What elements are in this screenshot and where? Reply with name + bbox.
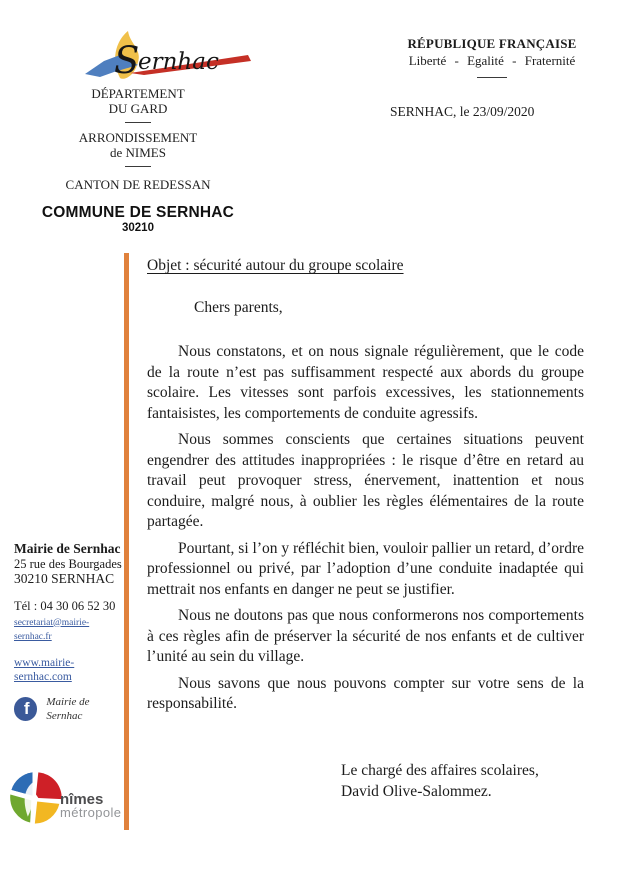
divider: [125, 122, 151, 123]
salutation: Chers parents,: [194, 299, 283, 316]
signature-name: David Olive-Salommez.: [341, 782, 492, 800]
nimes-metropole-icon: [8, 770, 64, 826]
nimes-subname: métropole: [60, 805, 122, 820]
paragraph-2: Nous sommes conscients que certaines situations peuvent engendrer des attitudes inappropriées : le risque d’être en retard au travail peut provoquer stress, énervement, inattention et nous conduire, malgré nous, à oublier les règles élémentaires de la route partagée.: [147, 431, 584, 530]
divider: [125, 166, 151, 167]
address-line2: 30210 SERNHAC: [14, 570, 115, 586]
signature-title: Le chargé des affaires scolaires,: [341, 762, 539, 779]
letter-body: [147, 257, 584, 721]
header-left-block: [33, 86, 243, 236]
arrondissement-line2: de NIMES: [110, 145, 166, 160]
devise-line: Liberté - Egalité - Fraternité: [408, 53, 576, 68]
postal-code: 30210: [122, 222, 154, 234]
phone-number: Tél : 04 30 06 52 30: [14, 599, 116, 613]
svg-text:ernhac: ernhac: [138, 49, 219, 75]
nimes-name: nîmes: [60, 791, 104, 808]
facebook-icon[interactable]: f: [14, 697, 37, 721]
republique-line: RÉPUBLIQUE FRANÇAISE: [407, 36, 577, 51]
facebook-page-label: Mairie de Sernhac: [46, 695, 90, 722]
date-line: SERNHAC, le 23/09/2020: [390, 104, 535, 119]
website-link[interactable]: www.mairie-sernhac.com: [14, 656, 75, 683]
paragraph-1: Nous constatons, et on nous signale régulièrement, que le code de la route n’est pas suffisamment respecté aux abords du groupe scolaire. Les vitesses sont parfois excessives, les stationnements fantaisistes, les comportements de conduite agressifs.: [147, 343, 584, 422]
canton-line: CANTON DE REDESSAN: [65, 177, 211, 192]
subject-line: Objet : sécurité autour du groupe scolaire: [147, 257, 404, 274]
address-line1: 25 rue des Bourgades: [14, 557, 122, 571]
header-right-block: [372, 36, 612, 120]
paragraph-5: Nous savons que nous pouvons compter sur votre sens de la responsabilité.: [147, 674, 584, 712]
signature-block: [341, 761, 539, 802]
facebook-row: [14, 695, 126, 724]
commune-title: COMMUNE DE SERNHAC: [41, 204, 235, 221]
sernhac-logo-icon: [80, 28, 265, 86]
departement-line2: DU GARD: [108, 101, 168, 116]
nimes-logo-text: [60, 793, 121, 819]
paragraph-3: Pourtant, si l’on y réfléchit bien, vouloir pallier un retard, d’ordre professionnel ou privé, par l’adoption d’une conduite inadaptée qui mettrait nos enfants en danger ne peut se justifier.: [147, 539, 584, 598]
paragraph-4: Nous ne doutons pas que nous conformerons nos comportements à ces règles afin de préserver la sécurité de nos enfants et de cultiver l’unité au sein du village.: [147, 607, 584, 665]
svg-text:S: S: [114, 39, 140, 82]
sernhac-logo: [80, 28, 265, 86]
org-name: Mairie de Sernhac: [14, 541, 121, 556]
arrondissement-line1: ARRONDISSEMENT: [78, 130, 198, 145]
departement-line1: DÉPARTEMENT: [91, 86, 185, 101]
contact-sidebar: [14, 541, 126, 724]
nimes-metropole-logo: [8, 770, 121, 826]
divider: [477, 77, 507, 78]
email-link[interactable]: secretariat@mairie-sernhac.fr: [14, 617, 90, 642]
